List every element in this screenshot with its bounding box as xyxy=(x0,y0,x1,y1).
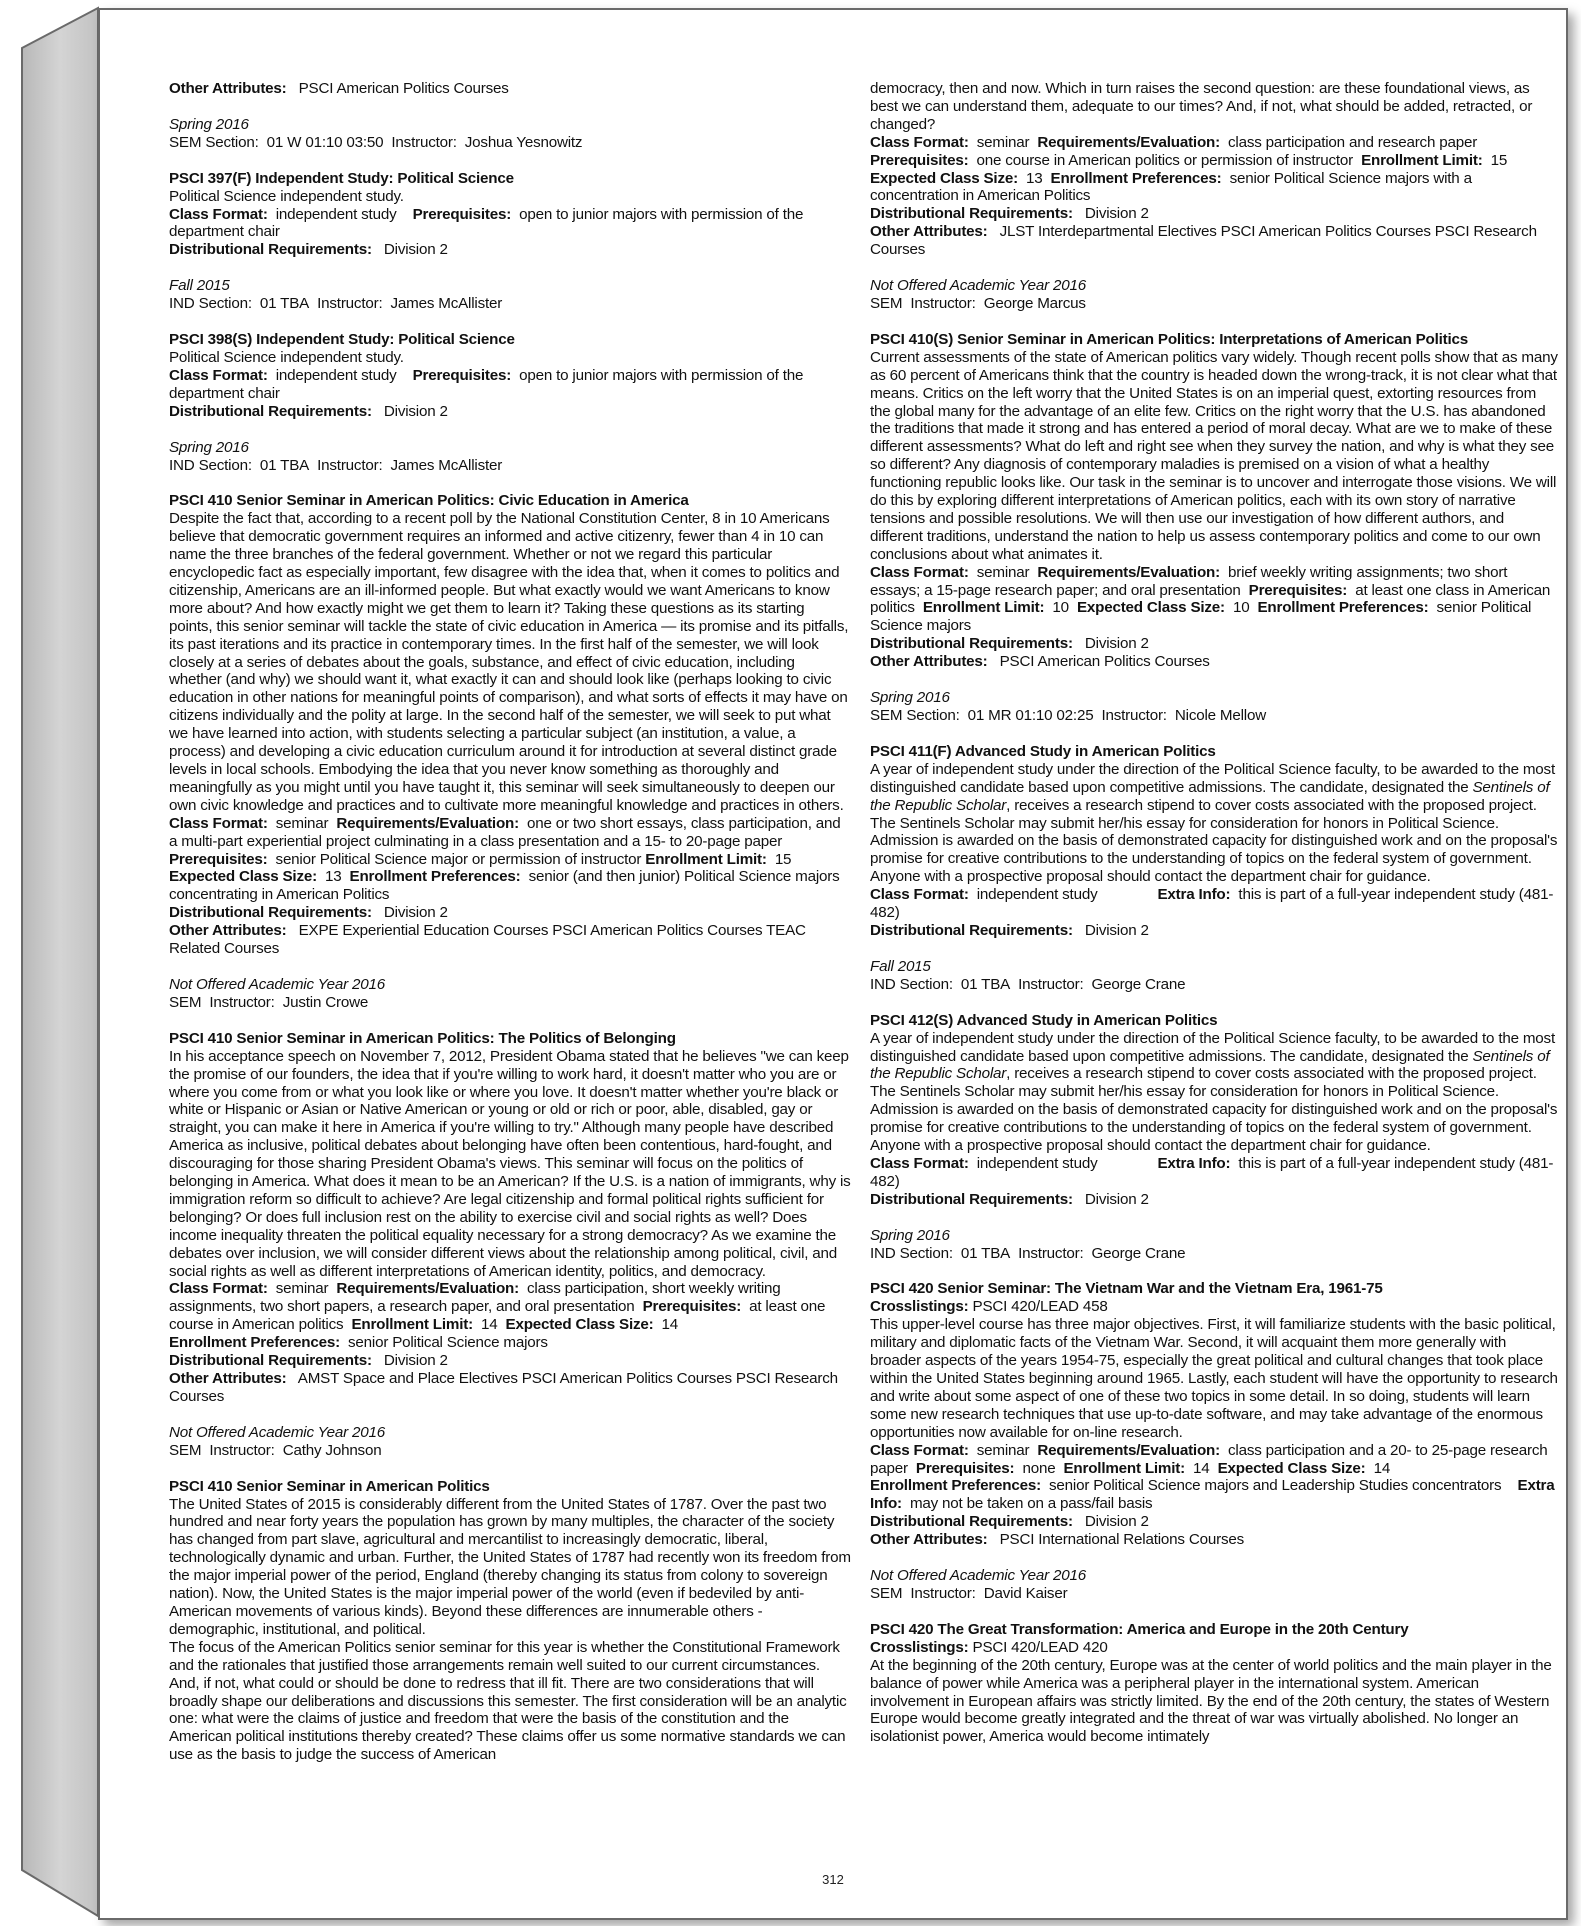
requirements-label: Requirements/Evaluation: xyxy=(336,814,519,832)
section-label: SEM Section: xyxy=(169,133,259,151)
enrollment-preferences-label: Enrollment Preferences: xyxy=(1050,169,1222,187)
course-entry xyxy=(169,331,851,421)
course-title: PSCI 412(S) Advanced Study in American Politics xyxy=(870,1011,1218,1029)
extra-info-value: this is part of a full-year independent study (481-482) xyxy=(870,1154,1554,1190)
section-label: IND Section: xyxy=(870,975,953,993)
term: Spring 2016 xyxy=(169,438,249,456)
attributes-block xyxy=(169,80,851,98)
class-format-value: seminar xyxy=(976,133,1030,151)
enrollment-limit-value: 15 xyxy=(774,850,792,868)
course-entry xyxy=(870,1012,1560,1209)
course-description: The United States of 2015 is considerably different from the United States of 1787. Over the past two hundred and near forty years the population has grown by many multiples, the character of the society has changed from part slave, agricultural and mercantilist to increasingly democratic, liberal, technologically dynamic and urban. Further, the United States of 1787 had recently won its freedom from the major imperial power of the period, England (thereby changing its status from colony to sovereign nation). Now, the United States is the major imperial power of the world (even if bedeviled by anti-American movements of various kinds). Beyond these differences are innumerable others - demographic, institutional, and political. xyxy=(169,1495,851,1638)
expected-size-label: Expected Class Size: xyxy=(1217,1459,1366,1477)
course-description: At the beginning of the 20th century, Europe was at the center of world politics and the main player in the balance of power while America was a peripheral player in the international system. American involvement in European affairs was strictly limited. By the end of the 20th century, the states of Western Europe would become greatly integrated and the threat of war was virtually abolished. No longer an isolationist power, America would become intimately xyxy=(870,1656,1552,1746)
course-title: PSCI 398(S) Independent Study: Political Science xyxy=(169,331,515,349)
distributional-label: Distributional Requirements: xyxy=(169,241,372,259)
enrollment-limit-label: Enrollment Limit: xyxy=(922,599,1045,617)
enrollment-limit-label: Enrollment Limit: xyxy=(1063,1459,1185,1477)
distributional-value: Division 2 xyxy=(1084,921,1149,939)
requirements-value: class participation and research paper xyxy=(1228,133,1478,151)
course-title: PSCI 410 Senior Seminar in American Politics: The Politics of Belonging xyxy=(169,1029,676,1047)
enrollment-limit-label: Enrollment Limit: xyxy=(645,850,767,868)
section-value: 01 TBA xyxy=(960,975,1011,993)
requirements-value: class participation, short weekly writing assignments, two short papers, a research paper, and oral presentation xyxy=(169,1280,781,1316)
term: Not Offered Academic Year 2016 xyxy=(169,975,386,993)
section-label: SEM xyxy=(870,294,903,312)
requirements-value: one or two short essays, class participation, and a multi-part experiential project culminating in a class presentation and a 15- to 20-page paper xyxy=(169,814,841,850)
class-format-label: Class Format: xyxy=(169,1280,268,1298)
other-attributes-label: Other Attributes: xyxy=(870,223,988,241)
crosslistings-value: PSCI 420/LEAD 458 xyxy=(972,1298,1108,1316)
enrollment-limit-label: Enrollment Limit: xyxy=(351,1316,473,1334)
instructor-label: Instructor: xyxy=(1018,1244,1084,1262)
course-description xyxy=(870,1030,1560,1102)
prerequisites-value: senior Political Science major or permission of instructor xyxy=(275,850,642,868)
course-entry-continued xyxy=(870,80,1560,259)
course-entry xyxy=(870,1621,1560,1746)
extra-info-value: this is part of a full-year independent study (481-482) xyxy=(870,886,1554,922)
course-description: Current assessments of the state of American politics vary widely. Though recent polls show that as many as 60 percent of Americans think that the country is headed down the wrong-track, it is not clear what that means. Critics on the left worry that the United States is on an imperial quest, extorting resources from the global many for the advantage of an elite few. Critics on the right worry that the U.S. has abandoned the traditions that made it strong and has entered a period of moral decay. What are we to make of these different assessments? What do left and right see when they survey the nation, and why is what they see so different? Any diagnosis of contemporary maladies is premised on a vision of what a healthy functioning republic looks like. Our task in the seminar is to uncover and interrogate those visions. We will do this by exploring different interpretations of American politics, each with its own story of narrative tensions and possible resolutions. We will then use our investigation of how different authors, and different traditions, understand the nation to help us assess contemporary politics and come to our own conclusions about what animates it. xyxy=(870,348,1558,563)
course-description: This upper-level course has three major objectives. First, it will familiarize students with the basic political, military and diplomatic facts of the Vietnam War. Second, it will acquaint them more generally with broader aspects of the years 1954-75, especially the great political and cultural changes that took place within the United States beginning around 1965. Lastly, each student will have the opportunity to research and write about some aspect of one of these two topics in some detail. In so doing, students will learn some new research techniques that use up-to-date software, and may take advantage of the enormous opportunities now available for on-line research. xyxy=(870,1316,1558,1441)
course-description: Despite the fact that, according to a recent poll by the National Constitution Center, 8 in 10 Americans believe that democratic government requires an informed and active citizenry, fewer than 4 in 10 can name the three branches of the federal government. Whether or not we regard this particular encyclopedic fact as especially important, few disagree with the idea that, when it comes to politics and citizenship, Americans are an ill-informed people. But what exactly would we want Americans to know more about? And how exactly might we get them to learn it? Taking these questions as its starting points, this senior seminar will tackle the state of civic education in America — its promise and its pitfalls, its past iterations and its practice in contemporary times. In the first half of the semester, we will look closely at a series of debates about the goals, substance, and effect of civic education, including whether (and why) we should want it, what exactly it can and should look like (perhaps looking to civic education in other nations for meaningful points of comparison), and what sorts of effects it may have on citizens individually and the polity at large. In the second half of the semester, we will seek to put what we have learned into action, with students selecting a particular subject (an institution, a value, a process) and developing a civic education curriculum around it for introduction at several distinct grade levels in local schools. Embodying the idea that you never know something as thoroughly and meaningfully as you might until you have taught it, this seminar will seek simultaneously to deepen our own civic knowledge and practices and to cultivate more meaningful knowledge and practices in others. xyxy=(169,510,849,814)
class-format-label: Class Format: xyxy=(169,205,268,223)
class-format-value: seminar xyxy=(275,1280,329,1298)
class-format-label: Class Format: xyxy=(870,563,969,581)
section-listing xyxy=(169,277,851,313)
crosslistings-value: PSCI 420/LEAD 420 xyxy=(972,1638,1108,1656)
other-attributes-label: Other Attributes: xyxy=(169,922,287,940)
class-format-value: independent study xyxy=(275,205,397,223)
term: Fall 2015 xyxy=(169,277,230,295)
description-text: A year of independent study under the direction of the Political Science faculty, to be awarded to the most distinguished candidate based upon competitive admissions. The candidate, designated the xyxy=(870,760,1555,796)
section-listing xyxy=(169,116,851,152)
expected-size-value: 10 xyxy=(1232,599,1250,617)
expected-size-value: 14 xyxy=(661,1316,679,1334)
right-column xyxy=(870,80,1560,1764)
class-format-label: Class Format: xyxy=(870,1154,969,1172)
expected-size-label: Expected Class Size: xyxy=(870,169,1018,187)
class-format-value: seminar xyxy=(275,814,329,832)
enrollment-preferences-label: Enrollment Preferences: xyxy=(870,1477,1041,1495)
requirements-value: class participation and a 20- to 25-page research paper xyxy=(870,1441,1548,1477)
enrollment-preferences-label: Enrollment Preferences: xyxy=(169,1334,340,1352)
course-title: PSCI 410 Senior Seminar in American Politics: Civic Education in America xyxy=(169,492,689,510)
crosslistings-label: Crosslistings: xyxy=(870,1638,969,1656)
enrollment-limit-value: 14 xyxy=(1193,1459,1210,1477)
expected-size-value: 13 xyxy=(325,868,342,886)
section-value: 01 TBA xyxy=(259,295,310,313)
distributional-value: Division 2 xyxy=(1084,635,1149,653)
section-listing xyxy=(870,277,1560,313)
prerequisites-value: none xyxy=(1022,1459,1056,1477)
enrollment-preferences-value: senior Political Science majors and Leadership Studies concentrators xyxy=(1049,1477,1502,1495)
instructor-name: George Crane xyxy=(1091,975,1186,993)
distributional-label: Distributional Requirements: xyxy=(870,635,1073,653)
term: Fall 2015 xyxy=(870,957,931,975)
distributional-label: Distributional Requirements: xyxy=(169,904,372,922)
class-format-label: Class Format: xyxy=(870,1441,969,1459)
distributional-label: Distributional Requirements: xyxy=(169,402,372,420)
distributional-label: Distributional Requirements: xyxy=(870,205,1073,223)
other-attributes-label: Other Attributes: xyxy=(169,1370,287,1387)
prerequisites-label: Prerequisites: xyxy=(642,1298,742,1316)
course-entry xyxy=(870,743,1560,940)
instructor-name: George Crane xyxy=(1091,1244,1186,1262)
instructor-label: Instructor: xyxy=(317,295,383,313)
prerequisites-value: at least one course in American politics xyxy=(169,1298,826,1334)
enrollment-limit-value: 15 xyxy=(1490,151,1508,169)
prerequisites-label: Prerequisites: xyxy=(1248,581,1348,599)
class-format-value: seminar xyxy=(976,563,1030,581)
course-description: In his acceptance speech on November 7, 2012, President Obama stated that he believes "we can keep the promise of our founders, the idea that if you're willing to work hard, it doesn't matter who you are or where you come from or what you look like or where you love. It doesn't matter whether you're black or white or Hispanic or Asian or Native American or young or old or rich or poor, able, disabled, gay or straight, you can make it here in America if you're willing to try." Although many people have described America as inclusive, political debates about belonging have often been contentious, hard-fought, and discouraging for those sharing President Obama's views. This seminar will focus on the politics of belonging in America. What does it mean to be an American? If the U.S. is a nation of immigrants, why is immigration reform so difficult to achieve? Are legal citizenship and formal political rights sufficient for belonging? Or does full inclusion rest on the ability to exercise civil and social rights as well? Does income inequality threaten the political equality necessary for a strong democracy? As we examine the debates over inclusion, we will consider different views about the relationship among political, civil, and social rights as well as different interpretations of American identity, politics, and democracy. xyxy=(169,1047,851,1280)
enrollment-preferences-value: senior Political Science majors xyxy=(870,599,1532,635)
instructor-label: Instructor: xyxy=(391,133,457,151)
expected-size-label: Expected Class Size: xyxy=(505,1316,654,1334)
prerequisites-label: Prerequisites: xyxy=(915,1459,1015,1477)
instructor-label: Instructor: xyxy=(1018,975,1084,993)
scholar-name: Sentinels of the Republic Scholar xyxy=(870,778,1550,814)
other-attributes-value: PSCI International Relations Courses xyxy=(999,1531,1244,1549)
section-listing xyxy=(169,976,851,1012)
instructor-name: James McAllister xyxy=(390,456,503,474)
requirements-value: brief weekly writing assignments; two short essays; a 15-page research paper; and oral presentation xyxy=(870,563,1508,599)
class-format-value: independent study xyxy=(976,886,1098,904)
course-title: PSCI 411(F) Advanced Study in American Politics xyxy=(870,742,1216,760)
class-format-value: independent study xyxy=(976,1154,1098,1172)
extra-info-value: may not be taken on a pass/fail basis xyxy=(909,1495,1153,1513)
instructor-name: Joshua Yesnowitz xyxy=(464,133,583,151)
course-title: PSCI 420 The Great Transformation: America and Europe in the 20th Century xyxy=(870,1620,1409,1638)
enrollment-preferences-label: Enrollment Preferences: xyxy=(349,868,521,886)
prerequisites-label: Prerequisites: xyxy=(412,366,512,384)
scholar-name: Sentinels of the Republic Scholar xyxy=(870,1047,1550,1083)
crosslistings-label: Crosslistings: xyxy=(870,1298,969,1316)
section-listing xyxy=(169,1424,851,1460)
other-attributes-value: EXPE Experiential Education Courses PSCI American Politics Courses TEAC Related Courses xyxy=(169,922,806,958)
course-entry xyxy=(169,492,851,958)
description-text: , receives a research stipend to cover costs associated with the proposed project. The Sentinels Scholar may submit her/his essay for consideration for honors in Political Science. xyxy=(870,1065,1537,1101)
course-entry xyxy=(169,170,851,260)
section-value: 01 MR 01:10 02:25 xyxy=(967,707,1094,724)
instructor-label: Instructor: xyxy=(910,1584,976,1602)
other-attributes-value: AMST Space and Place Electives PSCI American Politics Courses PSCI Research Courses xyxy=(169,1370,838,1405)
instructor-label: Instructor: xyxy=(209,993,275,1011)
instructor-label: Instructor: xyxy=(1101,707,1167,724)
course-title: PSCI 410(S) Senior Seminar in American Politics: Interpretations of American Politics xyxy=(870,330,1468,348)
section-label: SEM Section: xyxy=(870,707,960,724)
enrollment-preferences-value: senior (and then junior) Political Science majors concentrating in American Politics xyxy=(169,868,840,904)
section-listing xyxy=(870,1567,1560,1603)
term: Not Offered Academic Year 2016 xyxy=(870,1567,1087,1585)
section-listing xyxy=(870,689,1560,725)
extra-info-label: Extra Info: xyxy=(870,1477,1555,1513)
instructor-name: Cathy Johnson xyxy=(282,1441,382,1459)
catalog-page xyxy=(98,8,1568,1920)
section-label: SEM xyxy=(169,1441,202,1459)
section-value: 01 TBA xyxy=(960,1244,1011,1262)
distributional-value: Division 2 xyxy=(383,904,448,922)
distributional-value: Division 2 xyxy=(383,1352,448,1370)
course-description: democracy, then and now. Which in turn raises the second question: are these foundational views, as best we can understand them, adequate to our times? And, if not, what should be added, retracted, or changed? xyxy=(870,80,1533,133)
other-attributes-value: JLST Interdepartmental Electives PSCI American Politics Courses PSCI Research Courses xyxy=(870,223,1537,259)
expected-size-value: 13 xyxy=(1026,169,1043,187)
enrollment-limit-value: 10 xyxy=(1052,599,1069,617)
enrollment-preferences-label: Enrollment Preferences: xyxy=(1257,599,1429,617)
instructor-name: Nicole Mellow xyxy=(1174,707,1266,724)
class-format-value: seminar xyxy=(976,1441,1030,1459)
other-attributes-label: Other Attributes: xyxy=(169,80,287,97)
course-description: The focus of the American Politics senior seminar for this year is whether the Constitutional Framework and the rationales that justified those arrangements remain well suited to our current circumstances. And, if not, what could or should be done to redress that ill fit. There are two considerations that will broadly shape our deliberations and discussions this semester. The first consideration will be an analytic one: what were the claims of justice and freedom that were the basis of the constitution and the American political institutions thereby created? These claims offer us some normative standards we can use as the basis to judge the success of American xyxy=(169,1638,847,1764)
section-label: SEM xyxy=(169,993,202,1011)
distributional-value: Division 2 xyxy=(1084,205,1149,223)
distributional-value: Division 2 xyxy=(383,241,448,259)
section-value: 01 TBA xyxy=(259,456,310,474)
instructor-label: Instructor: xyxy=(910,294,976,312)
term: Spring 2016 xyxy=(870,1226,950,1244)
course-description: Admission is awarded on the basis of demonstrated capacity for distinguished work and on the proposal's promise for creative contributions to the understanding of topics on the federal system of government. Anyone with a prospective proposal should contact the department chair for guidance. xyxy=(870,832,1558,886)
enrollment-preferences-value: senior Political Science majors xyxy=(348,1334,548,1352)
prerequisites-value: at least one class in American politics xyxy=(870,581,1551,617)
distributional-label: Distributional Requirements: xyxy=(870,1513,1073,1531)
class-format-label: Class Format: xyxy=(169,366,268,384)
section-label: IND Section: xyxy=(169,295,252,313)
course-description: Admission is awarded on the basis of demonstrated capacity for distinguished work and on the proposal's promise for creative contributions to the understanding of topics on the federal system of government. Anyone with a prospective proposal should contact the department chair for guidance. xyxy=(870,1101,1558,1155)
enrollment-limit-value: 14 xyxy=(480,1316,498,1334)
expected-size-label: Expected Class Size: xyxy=(1076,599,1225,617)
prerequisites-label: Prerequisites: xyxy=(169,850,268,868)
expected-size-label: Expected Class Size: xyxy=(169,868,317,886)
distributional-label: Distributional Requirements: xyxy=(870,1190,1073,1208)
section-listing xyxy=(870,958,1560,994)
term: Spring 2016 xyxy=(169,115,249,133)
course-description: Political Science independent study. xyxy=(169,187,404,205)
term: Spring 2016 xyxy=(870,689,950,707)
course-entry xyxy=(169,1478,851,1765)
distributional-value: Division 2 xyxy=(1084,1190,1149,1208)
prerequisites-value: open to junior majors with permission of the department chair xyxy=(169,205,804,241)
other-attributes-value: PSCI American Politics Courses xyxy=(999,653,1210,671)
class-format-label: Class Format: xyxy=(870,133,969,151)
course-title: PSCI 397(F) Independent Study: Political Science xyxy=(169,169,514,187)
requirements-label: Requirements/Evaluation: xyxy=(1037,563,1220,581)
requirements-label: Requirements/Evaluation: xyxy=(1037,133,1220,151)
instructor-label: Instructor: xyxy=(317,456,383,474)
section-listing xyxy=(870,1227,1560,1263)
course-entry xyxy=(870,1280,1560,1549)
left-column xyxy=(169,80,851,1782)
section-value: 01 W 01:10 03:50 xyxy=(266,133,384,151)
section-label: IND Section: xyxy=(870,1244,953,1262)
other-attributes-label: Other Attributes: xyxy=(870,653,988,671)
extra-info-label: Extra Info: xyxy=(1157,886,1231,904)
requirements-label: Requirements/Evaluation: xyxy=(1037,1441,1220,1459)
term: Not Offered Academic Year 2016 xyxy=(169,1423,386,1441)
prerequisites-value: open to junior majors with permission of the department chair xyxy=(169,366,804,402)
course-title: PSCI 410 Senior Seminar in American Politics xyxy=(169,1477,490,1495)
extra-info-label: Extra Info: xyxy=(1157,1154,1231,1172)
requirements-label: Requirements/Evaluation: xyxy=(336,1280,519,1298)
expected-size-value: 14 xyxy=(1373,1459,1391,1477)
class-format-value: independent study xyxy=(275,366,397,384)
prerequisites-label: Prerequisites: xyxy=(870,151,969,169)
distributional-label: Distributional Requirements: xyxy=(169,1352,372,1370)
instructor-name: James McAllister xyxy=(390,295,503,313)
course-description xyxy=(870,761,1560,833)
class-format-label: Class Format: xyxy=(169,814,268,832)
description-text: A year of independent study under the direction of the Political Science faculty, to be awarded to the most distinguished candidate based upon competitive admissions. The candidate, designated the xyxy=(870,1029,1555,1065)
section-label: SEM xyxy=(870,1584,903,1602)
prerequisites-value: one course in American politics or permission of instructor xyxy=(976,151,1354,169)
description-text: , receives a research stipend to cover costs associated with the proposed project. The Sentinels Scholar may submit her/his essay for consideration for honors in Political Science. xyxy=(870,796,1537,832)
other-attributes-label: Other Attributes: xyxy=(870,1531,988,1549)
page-number: 312 xyxy=(822,1872,844,1887)
course-entry xyxy=(169,1030,851,1406)
course-entry xyxy=(870,331,1560,671)
section-label: IND Section: xyxy=(169,456,252,474)
section-listing xyxy=(169,439,851,475)
instructor-label: Instructor: xyxy=(209,1441,275,1459)
class-format-label: Class Format: xyxy=(870,886,969,904)
enrollment-preferences-value: senior Political Science majors with a concentration in American Politics xyxy=(870,169,1472,205)
course-title: PSCI 420 Senior Seminar: The Vietnam War and the Vietnam Era, 1961-75 xyxy=(870,1280,1383,1298)
enrollment-limit-label: Enrollment Limit: xyxy=(1361,151,1483,169)
instructor-name: Justin Crowe xyxy=(282,993,369,1011)
instructor-name: David Kaiser xyxy=(983,1584,1068,1602)
course-description: Political Science independent study. xyxy=(169,348,404,366)
distributional-value: Division 2 xyxy=(383,402,448,420)
distributional-label: Distributional Requirements: xyxy=(870,921,1073,939)
other-attributes-value: PSCI American Politics Courses xyxy=(298,80,509,97)
instructor-name: George Marcus xyxy=(983,294,1086,312)
term: Not Offered Academic Year 2016 xyxy=(870,277,1087,295)
prerequisites-label: Prerequisites: xyxy=(412,205,512,223)
distributional-value: Division 2 xyxy=(1084,1513,1149,1531)
